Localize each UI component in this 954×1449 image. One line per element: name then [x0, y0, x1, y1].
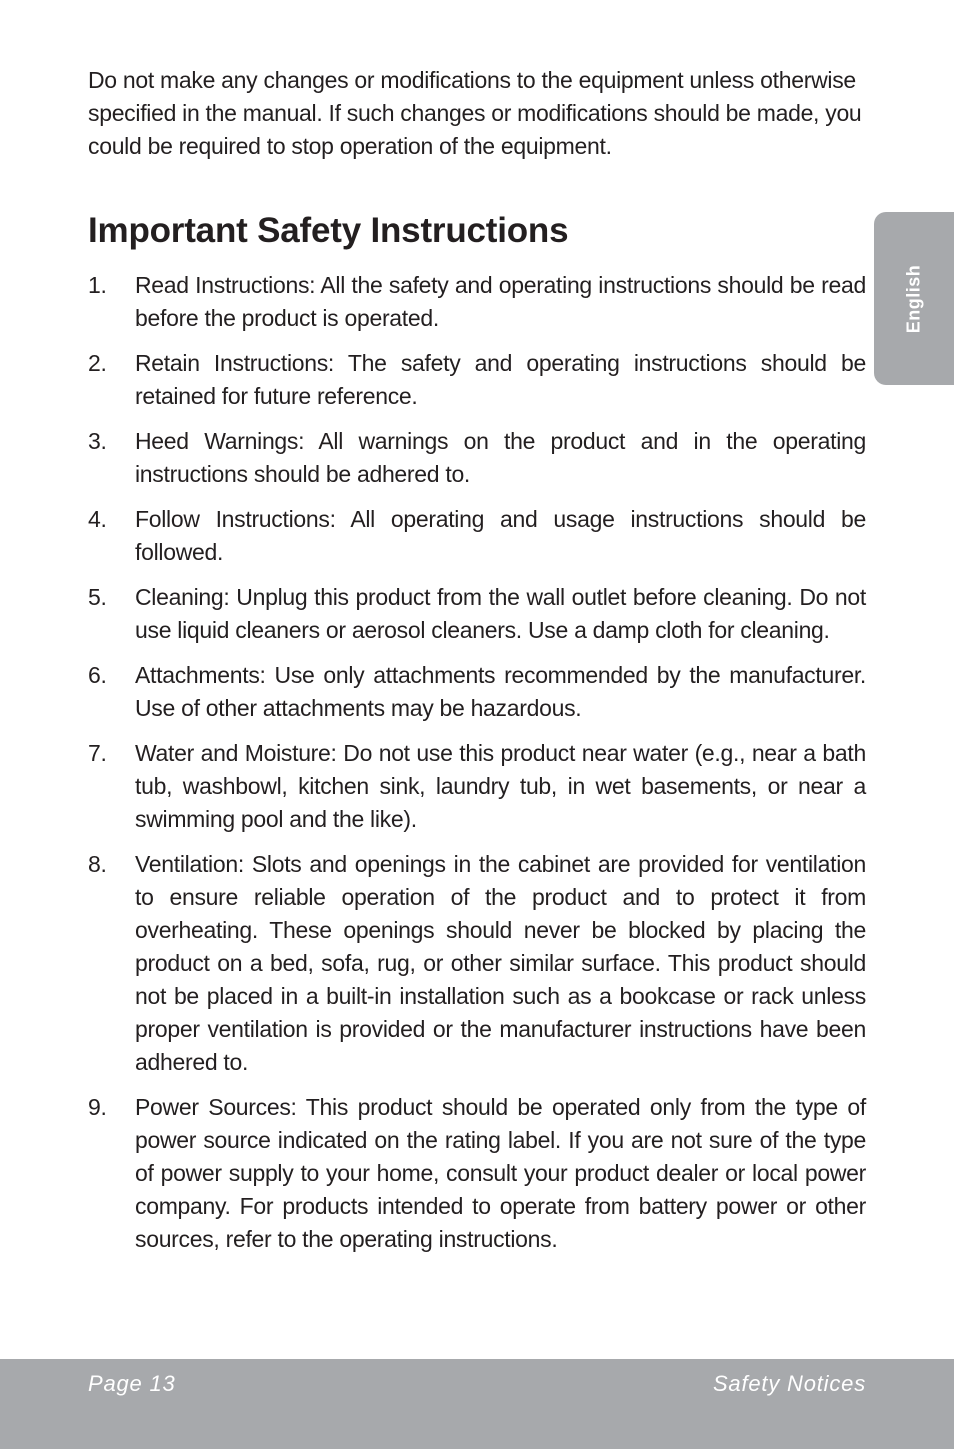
language-tab-label: English [903, 264, 924, 333]
item-number: 6. [88, 662, 107, 688]
item-text: Retain Instructions: The safety and operating instructions should be retained for future reference. [135, 350, 866, 409]
item-number: 1. [88, 272, 107, 298]
safety-instructions-list [88, 269, 866, 1268]
item-number: 4. [88, 506, 107, 532]
item-text: Attachments: Use only attachments recommended by the manufacturer. Use of other attachments may be hazardous. [135, 662, 866, 721]
list-item [88, 269, 866, 335]
item-number: 8. [88, 851, 107, 877]
item-number: 7. [88, 740, 107, 766]
page-footer [0, 1359, 954, 1449]
list-item [88, 581, 866, 647]
item-text: Cleaning: Unplug this product from the wall outlet before cleaning. Do not use liquid cleaners or aerosol cleaners. Use a damp cloth for cleaning. [135, 584, 866, 643]
page-number: Page 13 [88, 1371, 176, 1396]
section-title: Important Safety Instructions [88, 211, 569, 250]
item-number: 9. [88, 1094, 107, 1120]
item-number: 3. [88, 428, 107, 454]
list-item [88, 659, 866, 725]
item-text: Heed Warnings: All warnings on the product and in the operating instructions should be adhered to. [135, 428, 866, 487]
item-number: 5. [88, 584, 107, 610]
list-item [88, 503, 866, 569]
section-name: Safety Notices [712, 1371, 866, 1396]
list-item [88, 347, 866, 413]
item-text: Read Instructions: All the safety and operating instructions should be read before the product is operated. [135, 272, 866, 331]
item-text: Ventilation: Slots and openings in the cabinet are provided for ventilation to ensure reliable operation of the product and to protect it from overheating. These openings should never be blocked by placing the product on a bed, sofa, rug, or other similar surface. This product should not be placed in a built-in installation such as a bookcase or rack unless proper ventilation is provided or the manufacturer instructions have been adhered to. [135, 851, 866, 1075]
item-text: Follow Instructions: All operating and usage instructions should be followed. [135, 506, 866, 565]
language-tab [874, 212, 954, 385]
item-text: Water and Moisture: Do not use this product near water (e.g., near a bath tub, washbowl, kitchen sink, laundry tub, in wet basements, or near a swimming pool and the like). [135, 740, 866, 832]
item-text: Power Sources: This product should be operated only from the type of power source indicated on the rating label. If you are not sure of the type of power supply to your home, consult your product dealer or local power company. For products intended to operate from battery power or other sources, refer to the operating instructions. [135, 1094, 866, 1252]
list-item [88, 425, 866, 491]
item-number: 2. [88, 350, 107, 376]
list-item [88, 1091, 866, 1256]
list-item [88, 737, 866, 836]
list-item [88, 848, 866, 1079]
intro-paragraph: Do not make any changes or modifications to the equipment unless otherwise specified in the manual. If such changes or modifications should be made, you could be required to stop operation of the equipment. [88, 67, 862, 159]
